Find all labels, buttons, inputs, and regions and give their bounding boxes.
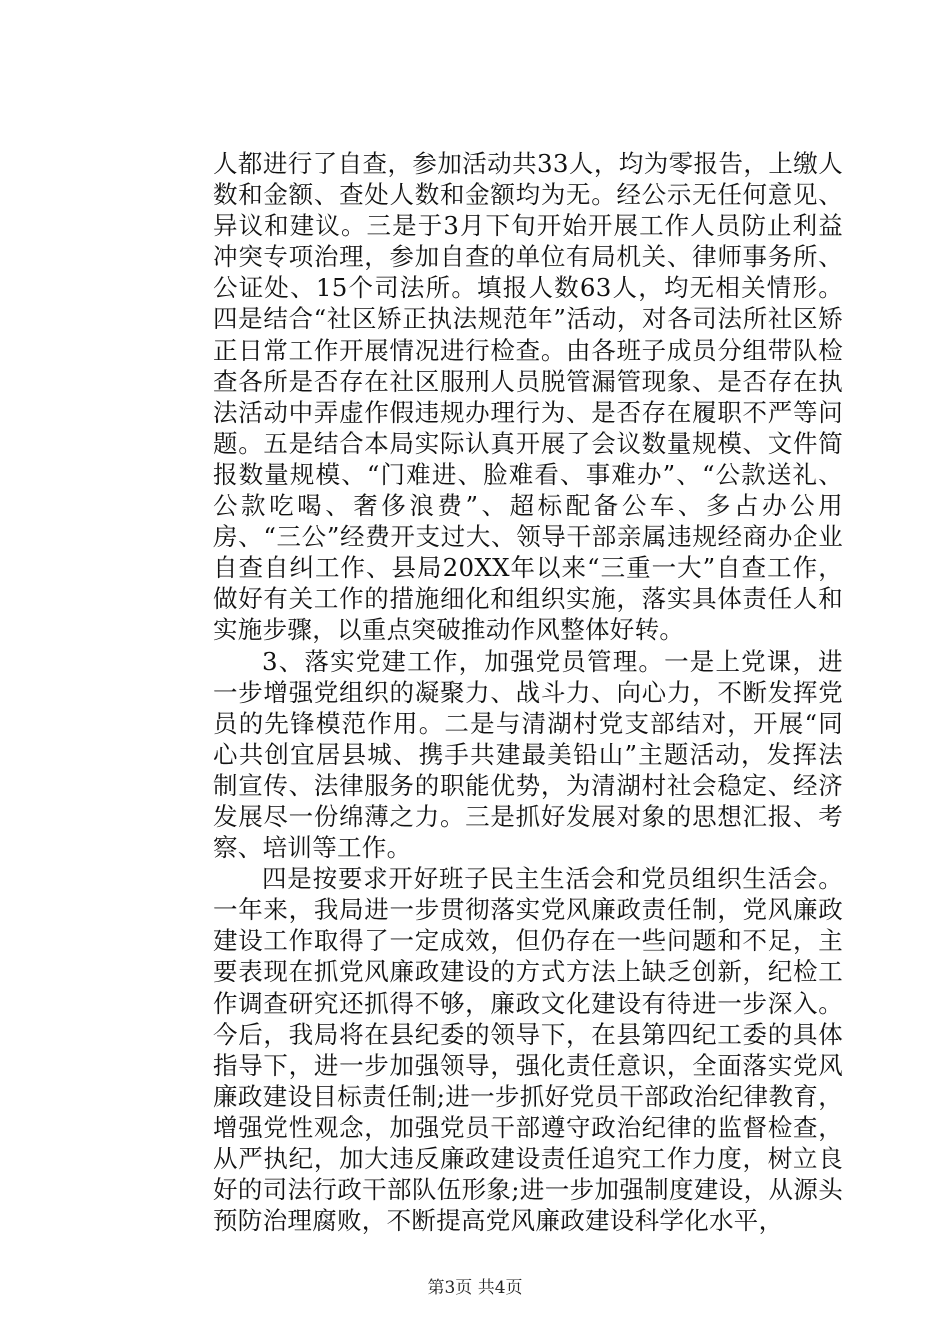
- document-body: [213, 148, 843, 1236]
- page-footer: 第3页 共4页: [427, 1278, 523, 1298]
- paragraph-party-building: 3、落实党建工作，加强党员管理。一是上党课，进一步增强党组织的凝聚力、战斗力、向心力，不断发挥党员的先锋模范作用。二是与清湖村党支部结对，开展“同心共创宜居县城、携手共建最美铅山”主题活动，发挥法制宣传、法律服务的职能优势，为清湖村社会稳定、经济发展尽一份绵薄之力。三是抓好发展对象的思想汇报、考察、培训等工作。: [213, 646, 843, 863]
- paragraph-democratic-life: 四是按要求开好班子民主生活会和党员组织生活会。一年来，我局进一步贯彻落实党风廉政责任制，党风廉政建设工作取得了一定成效，但仍存在一些问题和不足，主要表现在抓党风廉政建设的方式方法上缺乏创新，纪检工作调查研究还抓得不够，廉政文化建设有待进一步深入。今后，我局将在县纪委的领导下，在县第四纪工委的具体指导下，进一步加强领导，强化责任意识，全面落实党风廉政建设目标责任制;进一步抓好党员干部政治纪律教育，增强党性观念，加强党员干部遵守政治纪律的监督检查，从严执纪，加大违反廉政建设责任追究工作力度，树立良好的司法行政干部队伍形象;进一步加强制度建设，从源头预防治理腐败，不断提高党风廉政建设科学化水平，: [213, 864, 843, 1236]
- paragraph-continuation: 人都进行了自查，参加活动共33人，均为零报告，上缴人数和金额、查处人数和金额均为无。经公示无任何意见、异议和建议。三是于3月下旬开始开展工作人员防止利益冲突专项治理，参加自查的单位有局机关、律师事务所、公证处、15个司法所。填报人数63人，均无相关情形。四是结合“社区矫正执法规范年”活动，对各司法所社区矫正日常工作开展情况进行检查。由各班子成员分组带队检查各所是否存在社区服刑人员脱管漏管现象、是否存在执法活动中弄虚作假违规办理行为、是否存在履职不严等问题。五是结合本局实际认真开展了会议数量规模、文件简报数量规模、“门难进、脸难看、事难办”、“公款送礼、公款吃喝、奢侈浪费”、超标配备公车、多占办公用房、“三公”经费开支过大、领导干部亲属违规经商办企业自查自纠工作、县局20XX年以来“三重一大”自查工作，做好有关工作的措施细化和组织实施，落实具体责任人和实施步骤，以重点突破推动作风整体好转。: [213, 149, 843, 645]
